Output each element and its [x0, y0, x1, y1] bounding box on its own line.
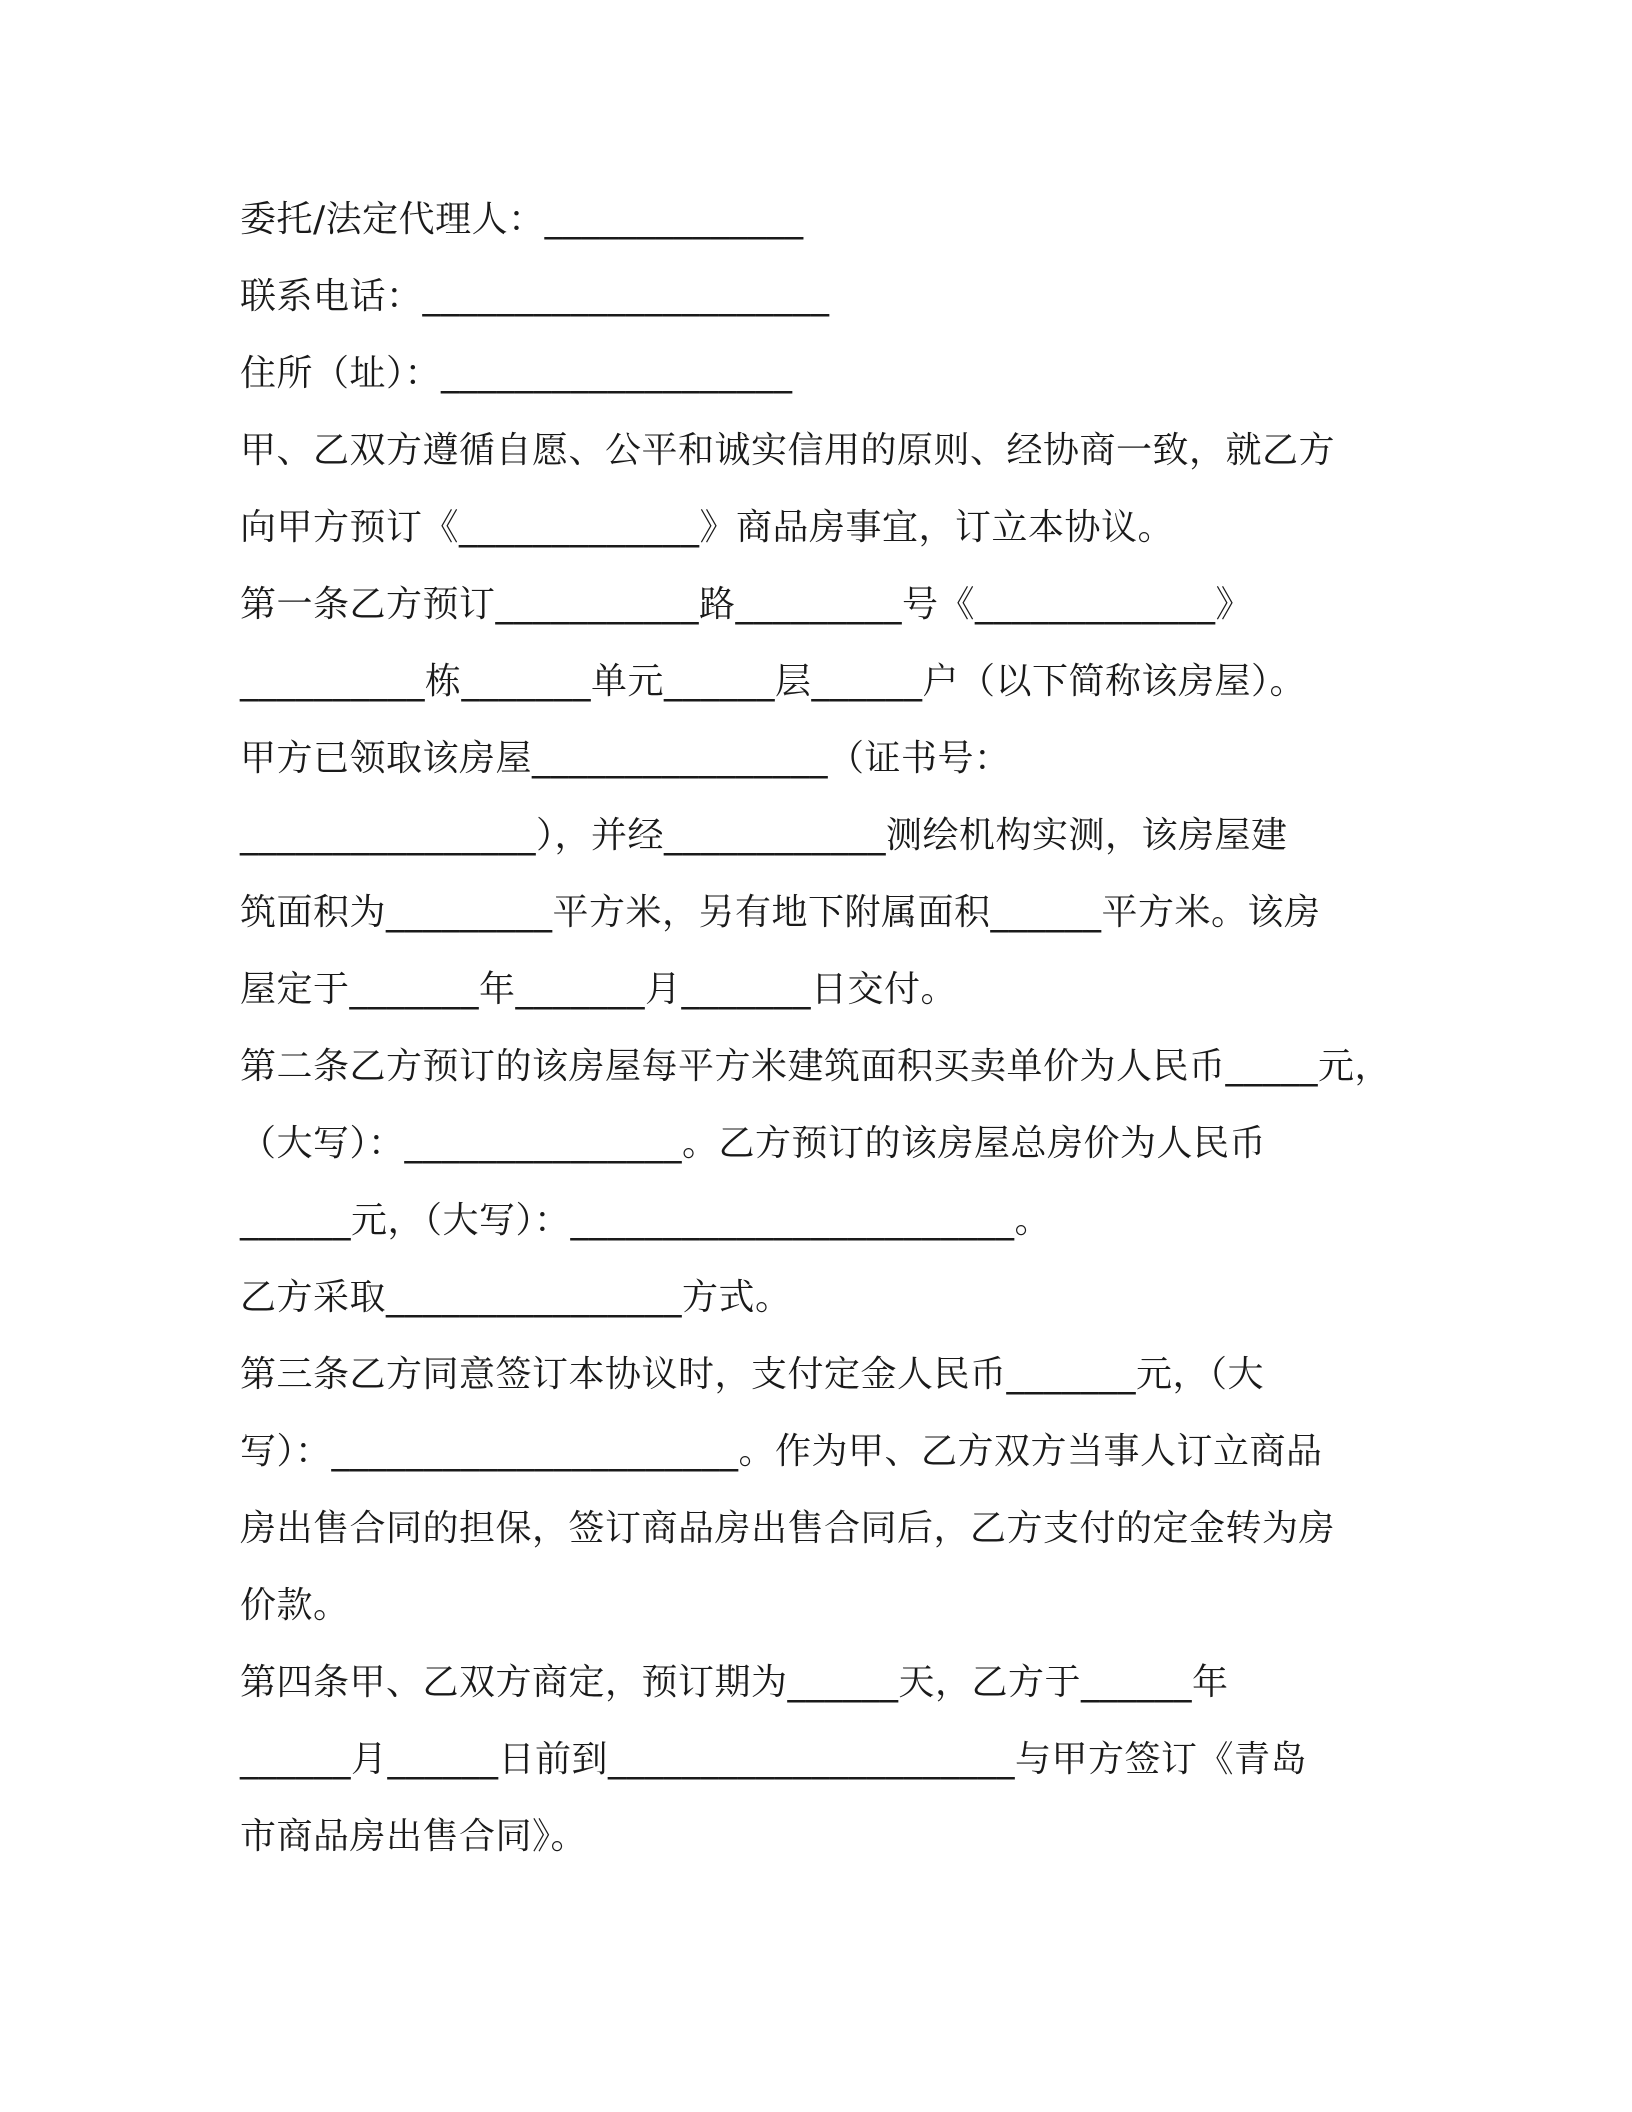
text-line-preamble-1: 甲、乙双方遵循自愿、公平和诚实信用的原则、经协商一致，就乙方 — [240, 430, 1336, 471]
text-line-article3-4: 价款。 — [240, 1585, 350, 1626]
text-line-article1-1: 第一条乙方预订___________路_________号《_____________》 — [240, 584, 1253, 625]
text-line-article1-5: 筑面积为_________平方米，另有地下附属面积______平方米。该房 — [240, 892, 1321, 933]
text-line-article3-3: 房出售合同的担保，签订商品房出售合同后，乙方支付的定金转为房 — [240, 1508, 1336, 1549]
text-line-article2-3: ______元，（大写）：________________________。 — [240, 1200, 1052, 1241]
text-line-article1-6: 屋定于_______年_______月_______日交付。 — [240, 969, 958, 1010]
text-line-article2-1: 第二条乙方预订的该房屋每平方米建筑面积买卖单价为人民币_____元， — [240, 1046, 1392, 1087]
text-line-article2-4: 乙方采取________________方式。 — [240, 1277, 792, 1318]
text-line-phone: 联系电话：______________________ — [240, 276, 830, 317]
text-line-agent: 委托/法定代理人：______________ — [240, 199, 804, 240]
text-line-article4-1: 第四条甲、乙双方商定，预订期为______天，乙方于______年 — [240, 1662, 1229, 1703]
text-line-article3-1: 第三条乙方同意签订本协议时，支付定金人民币_______元，（大 — [240, 1354, 1265, 1395]
text-line-article4-2: ______月______日前到______________________与甲方签订《青岛 — [240, 1739, 1308, 1780]
text-line-article2-2: （大写）：_______________。乙方预订的该房屋总房价为人民币 — [240, 1123, 1267, 1164]
text-line-article1-4: ________________），并经____________测绘机构实测，该房屋建 — [240, 815, 1288, 856]
text-line-article1-3: 甲方已领取该房屋________________（证书号： — [240, 738, 1011, 779]
text-line-address: 住所（址）：___________________ — [240, 353, 793, 394]
text-line-article4-3: 市商品房出售合同》。 — [240, 1816, 588, 1857]
text-line-preamble-2: 向甲方预订《_____________》商品房事宜，订立本协议。 — [240, 507, 1175, 548]
text-line-article3-2: 写）：______________________。作为甲、乙方双方当事人订立商品 — [240, 1431, 1323, 1472]
text-line-article1-2: __________栋_______单元______层______户（以下简称该房屋）。 — [240, 661, 1307, 702]
